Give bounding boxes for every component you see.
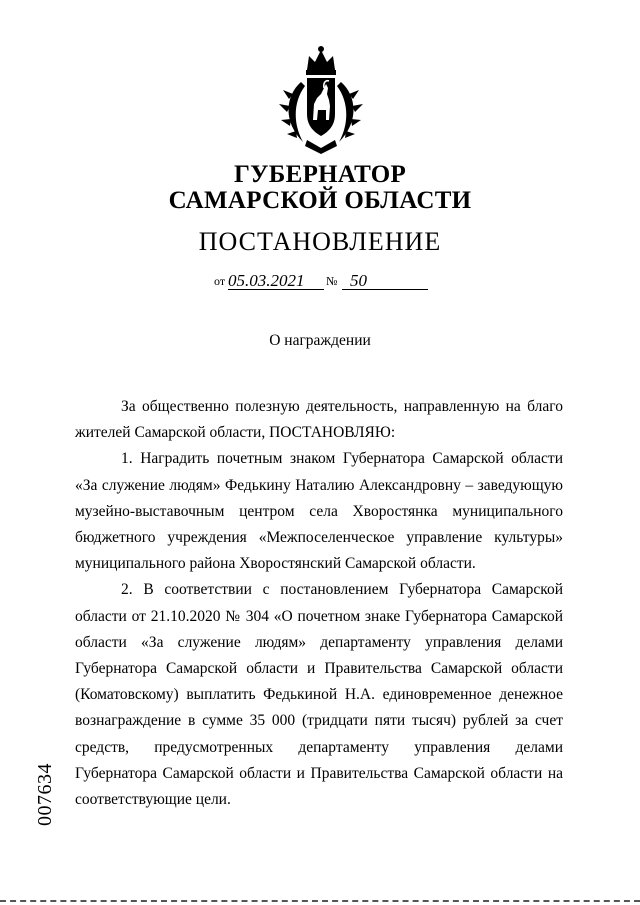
- body-paragraph-preamble: За общественно полезную деятельность, направленную на благо жителей Самарской области, ПОСТАНОВЛЯЮ:: [75, 398, 563, 442]
- document-subject: О награждении: [269, 332, 371, 349]
- samara-coat-of-arms-icon: [271, 44, 371, 156]
- body-paragraph-1: 1. Наградить почетным знаком Губернатора Самарской области «За служение людям» Федькину Наталию Александровну – заведующую музейно-выставочным центром села Хворостянка муниципального бюджетного учреждения «Межпоселенческое управление культуры» муниципального района Хворостянский Самарской области.: [75, 450, 563, 573]
- side-registration-number: 007634: [34, 763, 56, 826]
- document-number: 50: [350, 271, 367, 290]
- document-date: 05.03.2021: [228, 271, 305, 290]
- date-number-line: [214, 270, 434, 292]
- date-prefix-label: от: [214, 274, 226, 288]
- number-prefix-label: №: [326, 274, 338, 288]
- bottom-edge-rule: [0, 900, 640, 902]
- document-body: [75, 394, 563, 813]
- body-paragraph-2: 2. В соответствии с постановлением Губернатора Самарской области от 21.10.2020 № 304 «О почетном знаке Губернатора Самарской области «За служение людям» департаменту управления делами Губернатора Самарской области и Правительства Самарской области (Коматовскому) выплатить Федькиной Н.А. единовременное денежное вознаграждение в сумме 35 000 (тридцати пяти тысяч) рублей за счет средств, предусмотренных департаменту управления делами Губернатора Самарской области и Правительства Самарской области на соответствующие цели.: [75, 581, 563, 809]
- authority-title-line2: САМАРСКОЙ ОБЛАСТИ: [168, 187, 472, 214]
- authority-title-line1: ГУБЕРНАТОР: [233, 161, 407, 188]
- document-type-title: ПОСТАНОВЛЕНИЕ: [198, 227, 442, 256]
